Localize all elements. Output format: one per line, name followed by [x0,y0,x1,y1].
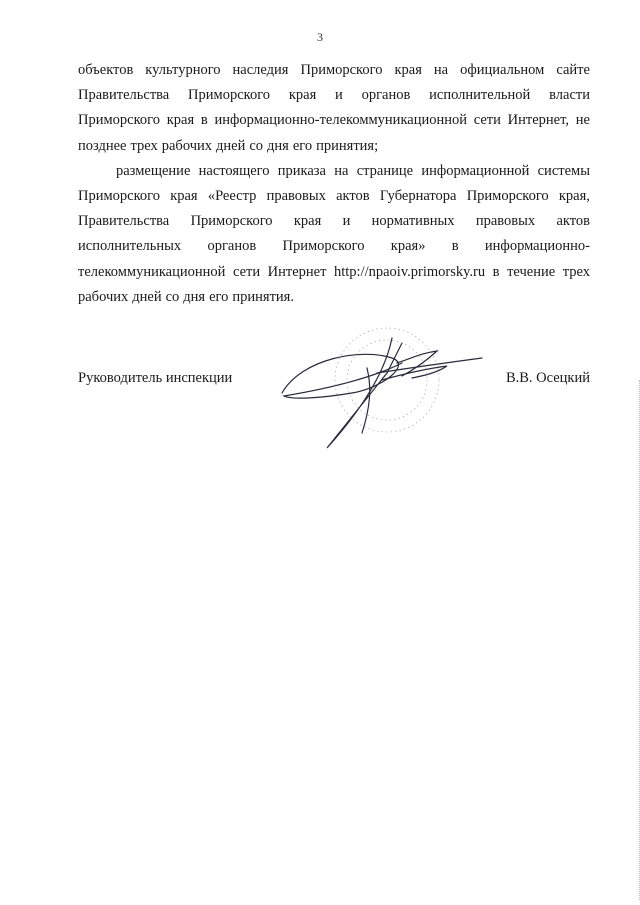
word: в [492,263,500,280]
word: Правительства [78,87,170,104]
word: в [200,112,208,129]
word: исполнительной [429,87,531,104]
word: официальном [460,62,545,78]
word: Интернет [267,263,327,280]
word: и [342,213,351,230]
word: Приморского [190,213,273,230]
signatory-name: В.В. Осецкий [505,370,590,386]
word: Приморского [188,87,271,104]
word: http://npaoiv.primorsky.ru [333,263,486,280]
word: на [433,62,449,78]
word: в [451,238,459,255]
word: края» [390,238,426,255]
word: Приморского [78,112,160,129]
text-line [78,285,590,310]
text-line [78,260,590,285]
word: сайте [556,62,590,78]
word: сети [232,263,261,280]
word: Приморского [78,187,160,204]
word: Правительства [78,213,170,230]
word: Интернет, [507,112,569,129]
word: на [334,162,349,179]
word: края [288,87,317,104]
word: «Реестр [207,187,257,204]
word: информационно-телекоммуникационной [214,112,467,129]
word: рабочих [161,137,212,154]
document-body [78,58,590,310]
word: его [292,137,313,154]
word: рабочих [78,288,129,305]
word: дней [132,288,162,305]
word: размещение [116,162,191,179]
word: со [249,137,264,154]
word: края [166,112,195,129]
word: Приморского [300,62,383,78]
word: сети [473,112,501,129]
word: течение [507,263,556,280]
word: информационной [421,162,530,179]
word: и [335,87,343,104]
word: актов [556,213,590,230]
word: странице [356,162,414,179]
word: правовых [475,213,536,230]
word: Приморского [466,187,549,204]
word: телекоммуникационной [78,263,226,280]
text-line [78,58,590,83]
word: трех [562,263,590,280]
word: приказа [277,162,326,179]
word: дня [183,288,206,305]
text-line [78,134,590,159]
text-line [78,184,590,209]
word: его [209,288,229,305]
word: объектов [78,62,134,78]
text-line [78,83,590,108]
word: органов [361,87,411,104]
text-line [78,108,590,133]
word: принятия. [232,288,294,305]
text-line [78,159,590,184]
word: принятия; [316,137,379,154]
word: власти [549,87,590,104]
signatory-position: Руководитель инспекции [78,370,233,386]
word: исполнительных [78,238,182,255]
word: информационно- [484,238,590,255]
word: края [170,187,198,204]
word: культурного [145,62,221,78]
word: Губернатора [379,187,457,204]
word: со [165,288,180,305]
word: системы [537,162,590,179]
page-number: 3 [317,30,323,44]
word: органов [207,238,257,255]
word: актов [336,187,370,204]
word: дня [267,137,289,154]
word: настоящего [198,162,270,179]
signature-graphic [272,318,492,458]
word: края [394,62,422,78]
word: не [575,112,590,129]
word: трех [130,137,158,154]
word: нормативных [371,213,455,230]
word: наследия [232,62,289,78]
word: Приморского [282,238,365,255]
word: правовых [266,187,326,204]
word: края, [558,187,590,204]
word: края [293,213,322,230]
text-line [78,234,590,259]
word: дней [216,137,246,154]
text-line [78,209,590,234]
word: позднее [78,137,127,154]
